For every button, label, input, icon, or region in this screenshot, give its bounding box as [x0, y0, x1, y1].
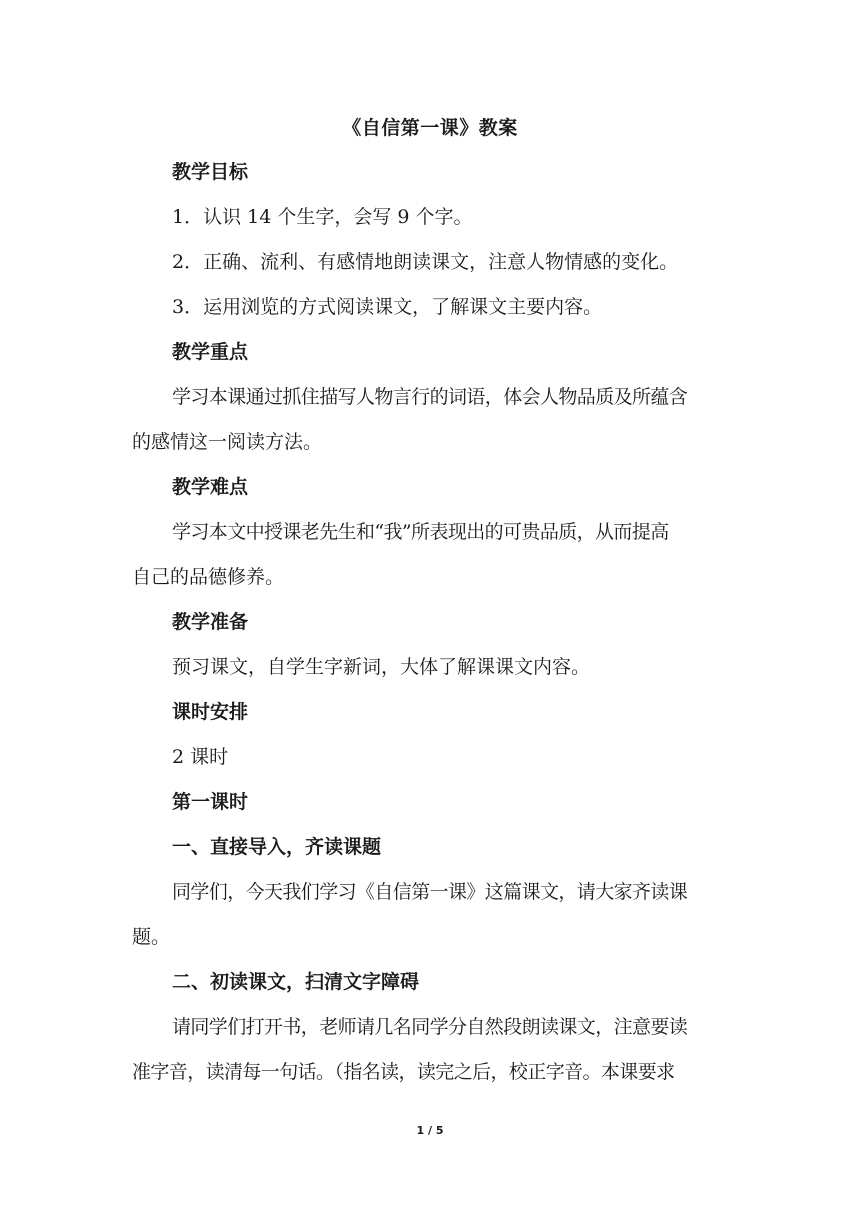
key-points-line-1: 学习本课通过抓住描写人物言行的词语，体会人物品质及所蕴含: [172, 386, 688, 408]
heading-key-points: 教学重点: [172, 341, 249, 363]
document-title: 《自信第一课》教案: [342, 117, 518, 139]
heading-schedule: 课时安排: [172, 701, 249, 723]
difficulties-line-2: 自己的品德修养。: [132, 566, 285, 588]
schedule-line-1: 2 课时: [172, 746, 229, 768]
heading-lesson-one: 第一课时: [172, 791, 249, 813]
step-2-line-2: 准字音，读清每一句话。（指名读，读完之后，校正字音。本课要求: [132, 1061, 675, 1083]
heading-objectives: 教学目标: [172, 161, 249, 183]
objective-item-3: 3．运用浏览的方式阅读课文，了解课文主要内容。: [172, 296, 603, 318]
difficulties-line-1: 学习本文中授课老先生和“我”所表现出的可贵品质，从而提高: [172, 521, 669, 543]
objective-item-1: 1．认识 14 个生字，会写 9 个字。: [172, 206, 473, 228]
step-1-line-1: 同学们，今天我们学习《自信第一课》这篇课文，请大家齐读课: [172, 881, 688, 903]
objective-item-2: 2．正确、流利、有感情地朗读课文，注意人物情感的变化。: [172, 251, 679, 273]
step-1-line-2: 题。: [132, 926, 171, 948]
preparation-line-1: 预习课文，自学生字新词，大体了解课课文内容。: [172, 656, 591, 678]
step-2-line-1: 请同学们打开书，老师请几名同学分自然段朗读课文，注意要读: [172, 1016, 688, 1038]
heading-step-1: 一、直接导入，齐读课题: [172, 836, 382, 858]
page-number: 1 / 5: [416, 1124, 444, 1137]
heading-preparation: 教学准备: [172, 611, 249, 633]
heading-step-2: 二、初读课文，扫清文字障碍: [172, 971, 420, 993]
key-points-line-2: 的感情这一阅读方法。: [132, 431, 323, 453]
heading-difficulties: 教学难点: [172, 476, 249, 498]
